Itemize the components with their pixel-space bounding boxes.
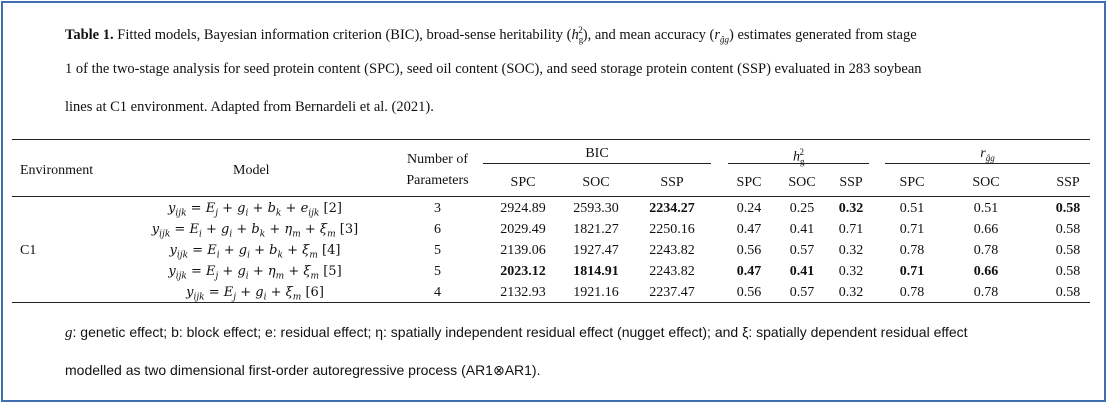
table-cell: 0.66 <box>973 264 999 279</box>
table-cell: 0.58 <box>1055 222 1081 237</box>
table-cell: 0.25 <box>789 201 815 216</box>
table-cell: 0.57 <box>789 285 815 300</box>
header-environment: Environment <box>20 163 94 178</box>
table-cell: 0.56 <box>736 243 762 258</box>
table-cell: 2250.16 <box>649 222 695 237</box>
table-caption-line-3: lines at C1 environment. Adapted from Bernardeli et al. (2021). <box>65 99 434 115</box>
table-cell: 0.78 <box>973 243 999 258</box>
table-cell: 1821.27 <box>573 222 619 237</box>
table-caption-line-1: Table 1. Fitted models, Bayesian information criterion (BIC), broad-sense heritability $(h_g^2)$, and mean accuracy $(r_{ĝg})$ estimates generated from stage <box>65 25 917 45</box>
table-cell: 2237.47 <box>649 285 695 300</box>
table-cell: 2139.06 <box>500 243 546 258</box>
table-cell: 0.47 <box>736 264 762 279</box>
table-cell: 2243.82 <box>649 264 695 279</box>
col-bic-ssp: SSP <box>660 175 684 190</box>
table-top-rule <box>12 139 1090 140</box>
table-cell: 0.78 <box>899 285 925 300</box>
header-bottom-rule <box>12 196 1090 197</box>
table-cell: 0.71 <box>899 222 925 237</box>
table-cell: 0.58 <box>1055 243 1081 258</box>
footnote-line-2: modelled as two dimensional first-order autoregressive process (AR1⊗AR1). <box>65 362 541 378</box>
header-model: Model <box>233 163 270 178</box>
table-cell: 0.47 <box>736 222 762 237</box>
col-h2-soc: SOC <box>788 175 816 190</box>
header-num-params-2: Parameters <box>406 173 469 188</box>
table-cell: 0.71 <box>838 222 864 237</box>
environment-c1: C1 <box>20 243 37 258</box>
col-h2-spc: SPC <box>736 175 762 190</box>
col-bic-soc: SOC <box>582 175 610 190</box>
table-cell: 0.32 <box>838 201 864 216</box>
table-cell: 0.58 <box>1055 201 1081 216</box>
table-cell: 1921.16 <box>573 285 619 300</box>
table-cell: 2234.27 <box>649 201 695 216</box>
num-params-cell: 5 <box>434 264 441 279</box>
num-params-cell: 6 <box>434 222 441 237</box>
table-cell: 0.32 <box>838 264 864 279</box>
header-num-params-1: Number of <box>406 152 469 167</box>
table-cell: 0.58 <box>1055 264 1081 279</box>
table-cell: 1927.47 <box>573 243 619 258</box>
num-params-cell: 4 <box>434 285 441 300</box>
header-heritability: $h_g^2$ <box>793 147 805 167</box>
table-cell: 0.66 <box>973 222 999 237</box>
model-row-3: $y_{ijk} = E_i + g_i + b_k + \xi_m$ [4] <box>169 243 341 261</box>
num-params-cell: 3 <box>434 201 441 216</box>
table-cell: 0.78 <box>973 285 999 300</box>
table-cell: 2023.12 <box>500 264 546 279</box>
header-bic: BIC <box>585 146 609 161</box>
table-cell: 0.32 <box>838 243 864 258</box>
model-row-5: $y_{ijk} = E_j + g_i + \xi_m$ [6] <box>186 285 324 303</box>
col-acc-ssp: SSP <box>1056 175 1080 190</box>
table-cell: 2924.89 <box>500 201 546 216</box>
table-cell: 2243.82 <box>649 243 695 258</box>
table-cell: 2029.49 <box>500 222 546 237</box>
table-cell: 0.24 <box>736 201 762 216</box>
col-acc-spc: SPC <box>899 175 925 190</box>
table-cell: 0.41 <box>789 222 815 237</box>
bic-underline <box>483 163 711 164</box>
table-cell: 0.78 <box>899 243 925 258</box>
table-cell: 0.41 <box>789 264 815 279</box>
num-params-cell: 5 <box>434 243 441 258</box>
header-accuracy: $r_{ĝg}$ <box>980 146 995 163</box>
table-cell: 2593.30 <box>573 201 619 216</box>
table-cell: 0.32 <box>838 285 864 300</box>
table-cell: 2132.93 <box>500 285 546 300</box>
table-cell: 1814.91 <box>573 264 619 279</box>
col-h2-ssp: SSP <box>839 175 863 190</box>
col-bic-spc: SPC <box>510 175 536 190</box>
model-row-2: $y_{ijk} = E_i + g_i + b_k + \eta_m + \xi_m$ [3] <box>151 222 359 240</box>
table-cell: 0.71 <box>899 264 925 279</box>
table-cell: 0.51 <box>899 201 925 216</box>
table-cell: 0.57 <box>789 243 815 258</box>
model-row-4: $y_{ijk} = E_j + g_i + \eta_m + \xi_m$ [5] <box>168 264 342 282</box>
table-cell: 0.58 <box>1055 285 1081 300</box>
table-caption-line-2: 1 of the two-stage analysis for seed protein content (SPC), seed oil content (SOC), and seed storage protein content (SSP) evaluated in 283 soybean <box>65 61 922 77</box>
model-row-1: $y_{ijk} = E_j + g_i + b_k + e_{ijk}$ [2] <box>168 201 342 219</box>
table-cell: 0.51 <box>973 201 999 216</box>
footnote-line-1: g: genetic effect; b: block effect; e: residual effect; η: spatially independent residual effect (nugget effect); and ξ: spatially dependent residual effect <box>65 324 968 341</box>
table-cell: 0.56 <box>736 285 762 300</box>
col-acc-soc: SOC <box>972 175 1000 190</box>
